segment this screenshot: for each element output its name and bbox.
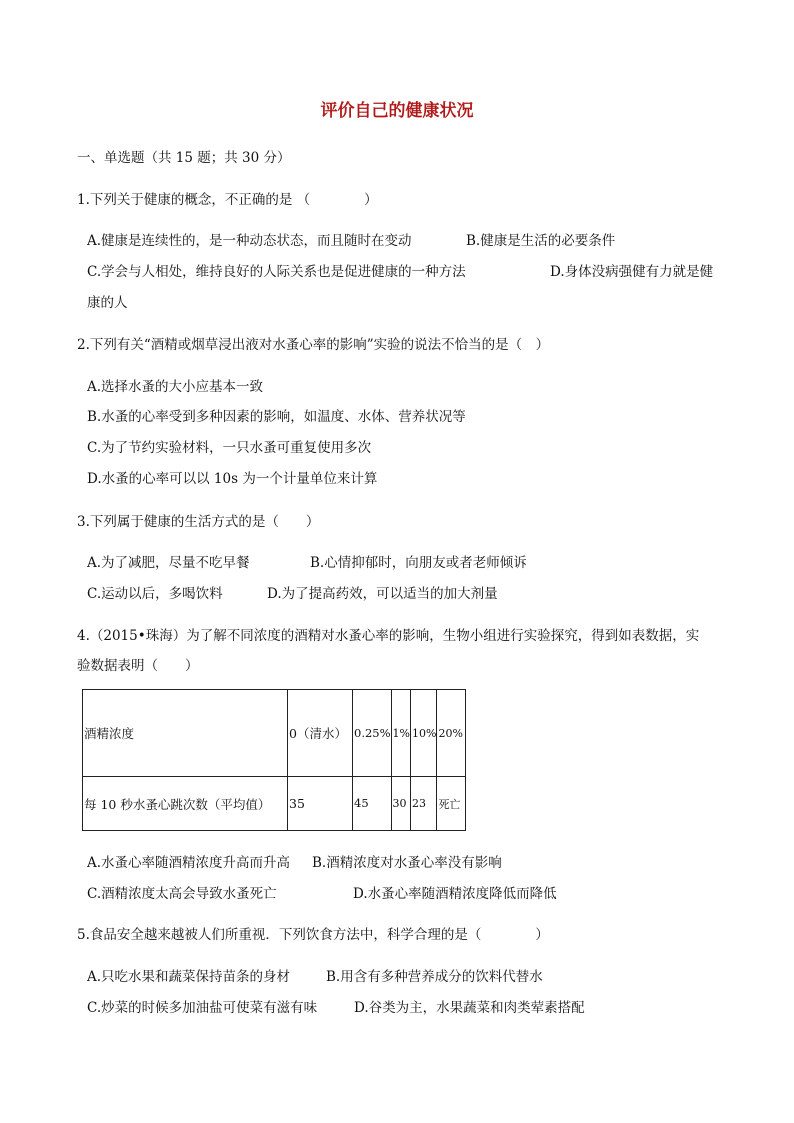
table-cell: 20% [437, 690, 466, 777]
question-1-option-c: C.学会与人相处，维持良好的人际关系也是促进健康的一种方法 [87, 264, 466, 280]
question-5-stem: 5.食品安全越来越被人们所重视．下列饮食方法中，科学合理的是（ ） [77, 927, 549, 943]
table-cell: 酒精浓度 [83, 690, 288, 777]
table-cell: 45 [353, 777, 392, 831]
table-row [83, 690, 466, 777]
question-1-option-a: A.健康是连续性的，是一种动态状态，而且随时在变动 [87, 233, 412, 249]
question-4-stem-line-2: 验数据表明（ ） [77, 658, 199, 674]
table-cell: 10% [411, 690, 437, 777]
question-4-option-c: C.酒精浓度太高会导致水蚤死亡 [87, 886, 277, 902]
table-cell: 0.25% [353, 690, 392, 777]
question-5-option-a: A.只吃水果和蔬菜保持苗条的身材 [87, 969, 291, 985]
question-2-option-a: A.选择水蚤的大小应基本一致 [87, 379, 264, 395]
question-2-option-d: D.水蚤的心率可以以 10s 为一个计量单位来计算 [87, 471, 378, 487]
table-cell: 每 10 秒水蚤心跳次数（平均值） [83, 777, 288, 831]
question-3-stem: 3.下列属于健康的生活方式的是（ ） [77, 514, 320, 530]
section-heading: 一、单选题（共 15 题；共 30 分） [77, 150, 291, 166]
question-3-option-c: C.运动以后，多喝饮料 [87, 586, 223, 602]
table-cell: 23 [411, 777, 437, 831]
table-cell: 30 [391, 777, 410, 831]
question-3-option-b: B.心情抑郁时，向朋友或者老师倾诉 [310, 555, 527, 571]
question-2-stem: 2.下列有关“酒精或烟草浸出液对水蚤心率的影响”实验的说法不恰当的是（ ） [77, 337, 550, 353]
question-2-option-b: B.水蚤的心率受到多种因素的影响，如温度、水体、营养状况等 [87, 409, 466, 425]
question-1-option-b: B.健康是生活的必要条件 [466, 233, 616, 249]
table-cell: 1% [391, 690, 410, 777]
question-3-option-d: D.为了提高药效，可以适当的加大剂量 [267, 586, 498, 602]
question-5-option-d: D.谷类为主，水果蔬菜和肉类荤素搭配 [354, 1000, 585, 1016]
data-table [82, 689, 466, 831]
question-4-option-a: A.水蚤心率随酒精浓度升高而升高 [87, 855, 291, 871]
question-3-option-a: A.为了减肥，尽量不吃早餐 [87, 555, 250, 571]
table-cell: 死亡 [437, 777, 466, 831]
question-4-option-b: B.酒精浓度对水蚤心率没有影响 [312, 855, 502, 871]
question-1-stem: 1.下列关于健康的概念，不正确的是 （ ） [77, 192, 378, 208]
question-1-option-d-continued: 康的人 [87, 295, 128, 311]
question-5-option-b: B.用含有多种营养成分的饮料代替水 [326, 969, 543, 985]
question-4-stem-line-1: 4.（2015•珠海）为了解不同浓度的酒精对水蚤心率的影响，生物小组进行实验探究，得到如表数据，实 [77, 628, 700, 644]
table-row [83, 777, 466, 831]
question-2-option-c: C.为了节约实验材料，一只水蚤可重复使用多次 [87, 440, 372, 456]
question-5-option-c: C.炒菜的时候多加油盐可使菜有滋有味 [87, 1000, 318, 1016]
table-cell: 0（清水） [288, 690, 353, 777]
page-title: 评价自己的健康状况 [320, 101, 474, 121]
question-1-option-d: D.身体没病强健有力就是健 [550, 264, 714, 280]
table-cell: 35 [288, 777, 353, 831]
question-4-option-d: D.水蚤心率随酒精浓度降低而降低 [353, 886, 557, 902]
